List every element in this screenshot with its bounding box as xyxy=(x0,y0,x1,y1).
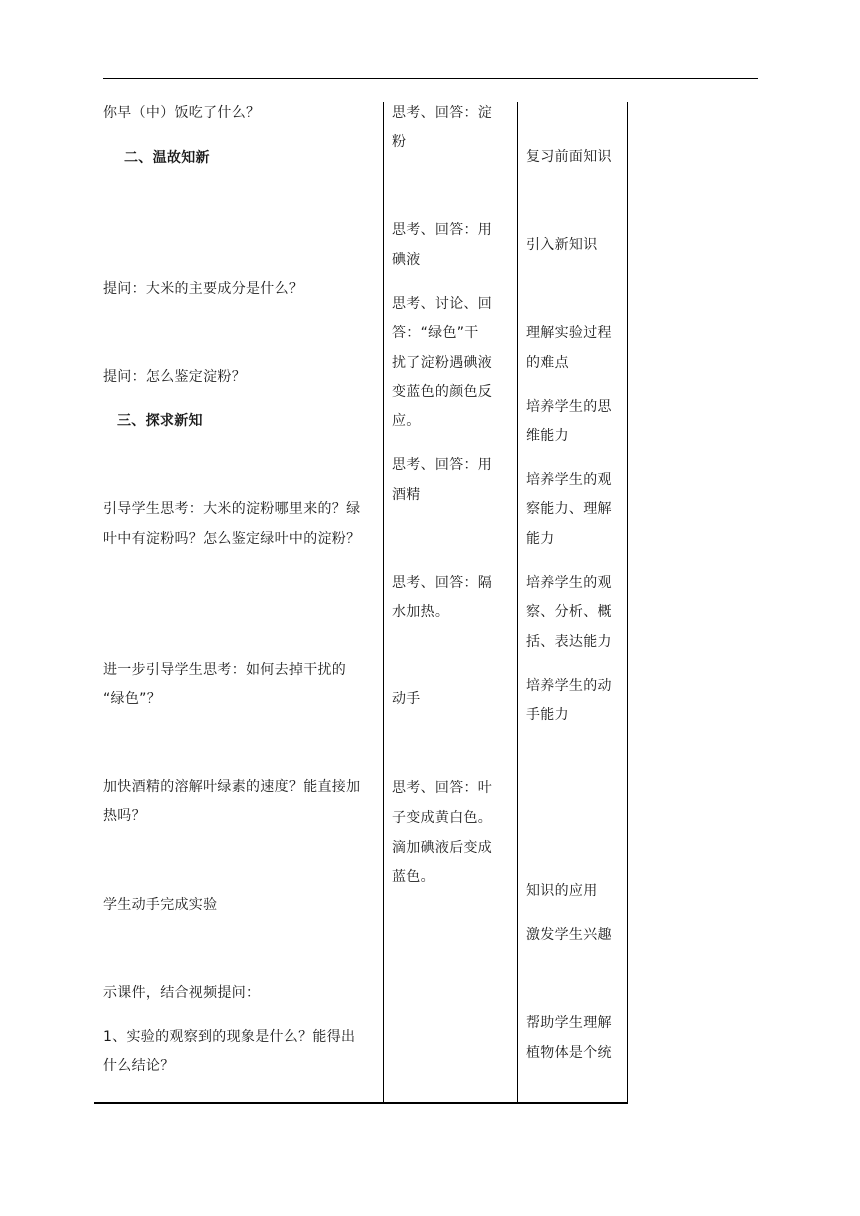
section-heading: 二、温故知新 xyxy=(124,150,210,166)
teacher-text: 提问：大米的主要成分是什么？ xyxy=(103,281,304,297)
student-text: 子变成黄白色。 xyxy=(392,810,493,826)
section-heading: 三、探求新知 xyxy=(117,413,203,429)
intent-text: 激发学生兴趣 xyxy=(526,927,612,943)
student-text: 酒精 xyxy=(392,487,421,503)
intent-text: 帮助学生理解 xyxy=(526,1015,612,1031)
teacher-text: 学生动手完成实验 xyxy=(103,897,218,913)
student-text: 思考、讨论、回 xyxy=(392,296,493,312)
student-text: 蓝色。 xyxy=(392,869,435,885)
student-text: 答：“绿色”干 xyxy=(392,325,479,341)
teacher-text: 什么结论？ xyxy=(103,1058,175,1074)
table-bottom-border xyxy=(94,1102,628,1104)
intent-text: 维能力 xyxy=(526,428,569,444)
intent-text: 理解实验过程 xyxy=(526,325,612,341)
intent-text: 培养学生的思 xyxy=(526,399,612,415)
teacher-text: 进一步引导学生思考：如何去掉干扰的 xyxy=(103,662,347,678)
col-divider-2 xyxy=(517,102,518,1103)
header-rule xyxy=(103,78,758,79)
col-divider-1 xyxy=(383,102,384,1103)
intent-text: 培养学生的观 xyxy=(526,575,612,591)
teacher-text: 引导学生思考：大米的淀粉哪里来的？绿 xyxy=(103,501,361,517)
student-text: 滴加碘液后变成 xyxy=(392,840,493,856)
student-text: 思考、回答：淀 xyxy=(392,105,493,121)
table-right-border xyxy=(627,102,628,1103)
intent-text: 察、分析、概 xyxy=(526,604,612,620)
teacher-text: “绿色”？ xyxy=(103,691,162,707)
student-text: 动手 xyxy=(392,691,421,707)
teacher-text: 示课件，结合视频提问： xyxy=(103,985,261,1001)
intent-text: 括、表达能力 xyxy=(526,634,612,650)
intent-text: 复习前面知识 xyxy=(526,149,612,165)
intent-text: 知识的应用 xyxy=(526,883,598,899)
intent-text: 察能力、理解 xyxy=(526,501,612,517)
teacher-text: 你早（中）饭吃了什么？ xyxy=(103,105,261,121)
intent-text: 能力 xyxy=(526,531,555,547)
intent-text: 手能力 xyxy=(526,707,569,723)
teacher-text: 热吗？ xyxy=(103,808,146,824)
intent-text: 的难点 xyxy=(526,355,569,371)
teacher-text: 1、实验的观察到的现象是什么？能得出 xyxy=(103,1029,356,1045)
student-text: 思考、回答：用 xyxy=(392,222,493,238)
teacher-text: 叶中有淀粉吗？怎么鉴定绿叶中的淀粉？ xyxy=(103,531,361,547)
student-text: 思考、回答：叶 xyxy=(392,780,493,796)
student-text: 思考、回答：用 xyxy=(392,457,493,473)
teacher-text: 加快酒精的溶解叶绿素的速度？能直接加 xyxy=(103,779,361,795)
student-text: 水加热。 xyxy=(392,604,450,620)
intent-text: 植物体是个统 xyxy=(526,1045,612,1061)
student-text: 粉 xyxy=(392,134,407,150)
intent-text: 引入新知识 xyxy=(526,237,598,253)
intent-text: 培养学生的观 xyxy=(526,472,612,488)
student-text: 碘液 xyxy=(392,252,421,268)
student-text: 思考、回答：隔 xyxy=(392,575,493,591)
student-text: 扰了淀粉遇碘液 xyxy=(392,355,493,371)
student-text: 变蓝色的颜色反 xyxy=(392,384,493,400)
teacher-text: 提问：怎么鉴定淀粉？ xyxy=(103,369,246,385)
student-text: 应。 xyxy=(392,413,421,429)
intent-text: 培养学生的动 xyxy=(526,678,612,694)
